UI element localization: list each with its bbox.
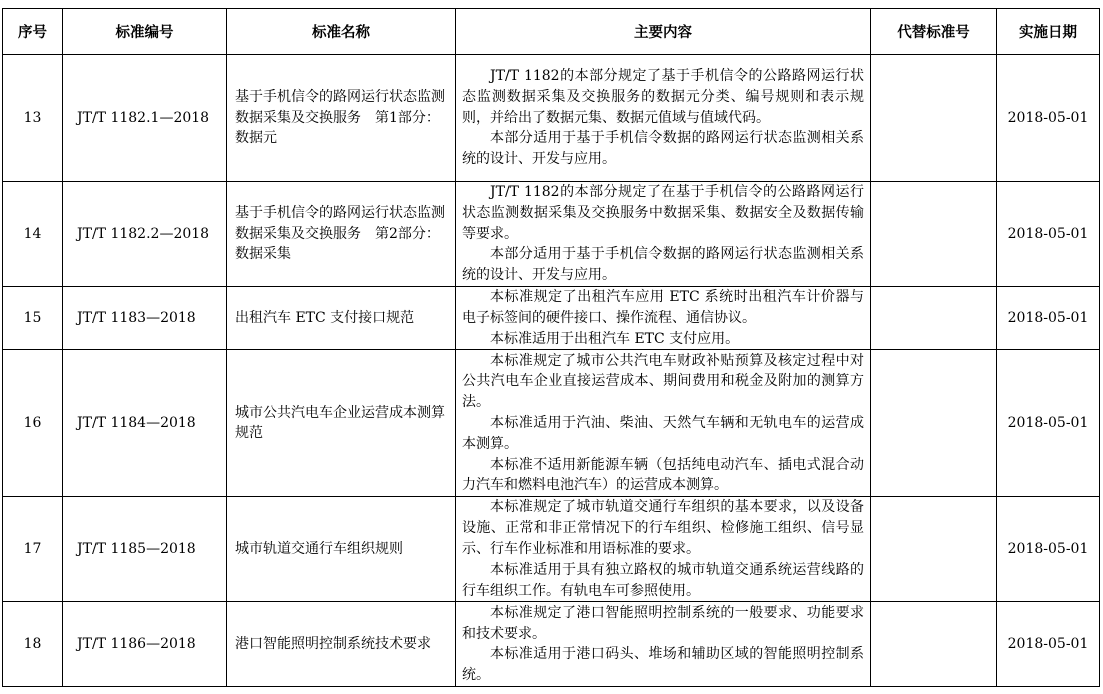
row-seq: 16 xyxy=(3,350,63,497)
row-date: 2018-05-01 xyxy=(997,602,1100,687)
header-code: 标准编号 xyxy=(63,9,227,55)
table-row xyxy=(3,497,1100,602)
row-date: 2018-05-01 xyxy=(997,350,1100,497)
content-paragraph: 本部分适用于基于手机信令数据的路网运行状态监测相关系统的设计、开发与应用。 xyxy=(462,246,864,284)
row-name: 基于手机信令的路网运行状态监测数据采集及交换服务 第1部分：数据元 xyxy=(227,55,456,182)
header-row xyxy=(3,9,1100,55)
row-name: 港口智能照明控制系统技术要求 xyxy=(227,602,456,687)
row-seq: 13 xyxy=(3,55,63,182)
content-paragraph: 本部分适用于基于手机信令数据的路网运行状态监测相关系统的设计、开发与应用。 xyxy=(462,130,864,168)
row-name: 基于手机信令的路网运行状态监测数据采集及交换服务 第2部分：数据采集 xyxy=(227,182,456,287)
row-seq: 14 xyxy=(3,182,63,287)
row-name: 出租汽车 ETC 支付接口规范 xyxy=(227,287,456,350)
row-code: JT/T 1182.2—2018 xyxy=(63,182,227,287)
row-replaces xyxy=(871,602,997,687)
row-seq: 18 xyxy=(3,602,63,687)
row-content xyxy=(456,497,871,602)
row-date: 2018-05-01 xyxy=(997,287,1100,350)
header-date: 实施日期 xyxy=(997,9,1100,55)
row-name: 城市公共汽电车企业运营成本测算规范 xyxy=(227,350,456,497)
row-content xyxy=(456,55,871,182)
row-code: JT/T 1182.1—2018 xyxy=(63,55,227,182)
content-paragraph: 本标准适用于港口码头、堆场和辅助区域的智能照明控制系统。 xyxy=(462,646,864,684)
table-row xyxy=(3,55,1100,182)
row-code: JT/T 1185—2018 xyxy=(63,497,227,602)
header-content: 主要内容 xyxy=(456,9,871,55)
row-name: 城市轨道交通行车组织规则 xyxy=(227,497,456,602)
row-seq: 15 xyxy=(3,287,63,350)
row-content xyxy=(456,350,871,497)
header-seq: 序号 xyxy=(3,9,63,55)
row-code: JT/T 1186—2018 xyxy=(63,602,227,687)
row-code: JT/T 1183—2018 xyxy=(63,287,227,350)
row-date: 2018-05-01 xyxy=(997,497,1100,602)
content-paragraph: 本标准规定了出租汽车应用 ETC 系统时出租汽车计价器与电子标签间的硬件接口、操作流程、通信协议。 xyxy=(462,289,864,326)
content-paragraph: 本标准适用于出租汽车 ETC 支付应用。 xyxy=(490,330,740,347)
content-paragraph: 本标准规定了城市公共汽电车财政补贴预算及核定过程中对公共汽电车企业直接运营成本、期间费用和税金及附加的测算方法。 xyxy=(462,352,864,411)
content-paragraph: 本标准规定了城市轨道交通行车组织的基本要求，以及设备设施、正常和非正常情况下的行车组织、检修施工组织、信号显示、行车作业标准和用语标准的要求。 xyxy=(462,499,864,557)
content-paragraph: 本标准不适用新能源车辆（包括纯电动汽车、插电式混合动力汽车和燃料电池汽车）的运营成本测算。 xyxy=(462,456,864,494)
row-replaces xyxy=(871,497,997,602)
row-replaces xyxy=(871,287,997,350)
table-row xyxy=(3,350,1100,497)
row-replaces xyxy=(871,182,997,287)
header-name: 标准名称 xyxy=(227,9,456,55)
content-paragraph: 本标准规定了港口智能照明控制系统的一般要求、功能要求和技术要求。 xyxy=(462,604,864,642)
row-content xyxy=(456,182,871,287)
table-row xyxy=(3,287,1100,350)
table-row xyxy=(3,182,1100,287)
standards-table xyxy=(2,8,1100,687)
content-paragraph: 本标准适用于具有独立路权的城市轨道交通系统运营线路的行车组织工作。有轨电车可参照使用。 xyxy=(462,561,864,599)
table-row xyxy=(3,602,1100,687)
row-replaces xyxy=(871,55,997,182)
row-replaces xyxy=(871,350,997,497)
row-date: 2018-05-01 xyxy=(997,182,1100,287)
row-content xyxy=(456,287,871,350)
row-date: 2018-05-01 xyxy=(997,55,1100,182)
content-paragraph: 本标准适用于汽油、柴油、天然气车辆和无轨电车的运营成本测算。 xyxy=(462,414,864,452)
row-content xyxy=(456,602,871,687)
row-seq: 17 xyxy=(3,497,63,602)
content-paragraph: JT/T 1182的本部分规定了基于手机信令的公路路网运行状态监测数据采集及交换服务的数据元分类、编号规则和表示规则，并给出了数据元集、数据元值域与值域代码。 xyxy=(462,68,864,126)
content-paragraph: JT/T 1182的本部分规定了在基于手机信令的公路路网运行状态监测数据采集及交换服务中数据采集、数据安全及数据传输等要求。 xyxy=(462,184,864,242)
header-replaces: 代替标准号 xyxy=(871,9,997,55)
row-code: JT/T 1184—2018 xyxy=(63,350,227,497)
